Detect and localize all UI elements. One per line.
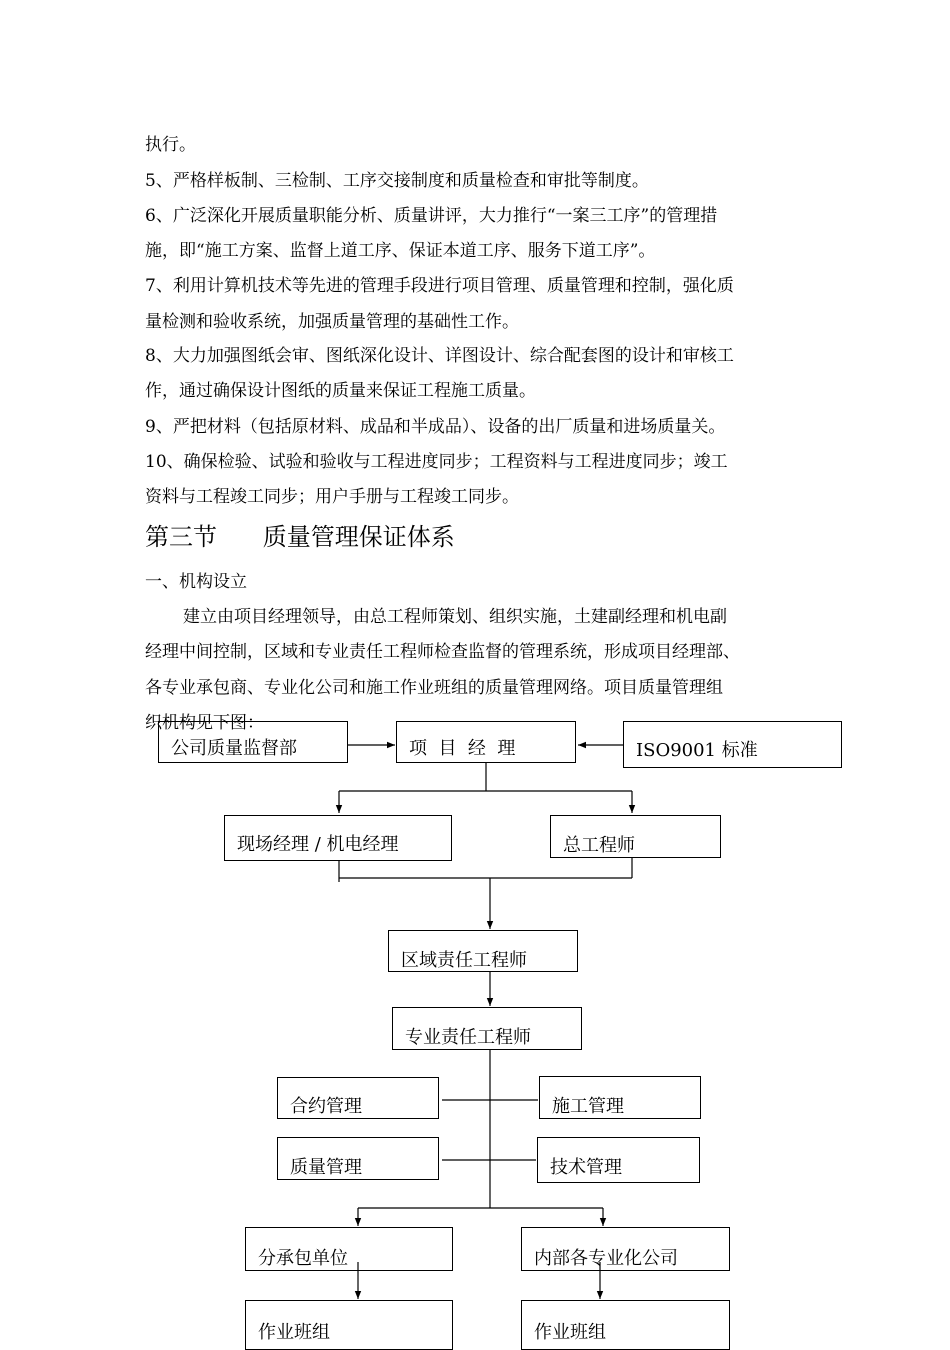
box-label: 作业班组 (534, 1322, 606, 1343)
box-label: 分承包单位 (258, 1248, 348, 1269)
box-label: 总工程师 (563, 835, 635, 856)
box-label: ISO9001 标准 (636, 740, 758, 761)
box-label: 公司质量监督部 (171, 738, 297, 759)
box-project-manager (396, 721, 576, 763)
box-label: 项 目 经 理 (409, 738, 516, 759)
box-label: 现场经理 / 机电经理 (237, 834, 399, 855)
text-line: 6、广泛深化开展质量职能分析、质量讲评，大力推行“一案三工序”的管理措 (145, 206, 718, 226)
text-line: 9、严把材料（包括原材料、成品和半成品）、设备的出厂质量和进场质量关。 (145, 417, 726, 437)
box-label: 质量管理 (290, 1157, 362, 1178)
body-line: 织机构见下图： (145, 713, 264, 733)
box-specialty-engineer (392, 1007, 582, 1050)
subheading: 一、机构设立 (145, 572, 247, 592)
body-line: 各专业承包商、专业化公司和施工作业班组的质量管理网络。项目质量管理组 (145, 678, 723, 698)
text-line: 作，通过确保设计图纸的质量来保证工程施工质量。 (145, 381, 536, 401)
box-chief-engineer (550, 815, 721, 858)
box-label: 作业班组 (258, 1322, 330, 1343)
box-label: 内部各专业化公司 (534, 1248, 678, 1269)
text-line: 10、确保检验、试验和验收与工程进度同步；工程资料与工程进度同步；竣工 (145, 452, 728, 472)
box-site-manager (224, 815, 452, 861)
box-label: 施工管理 (552, 1096, 624, 1117)
text-line: 8、大力加强图纸会审、图纸深化设计、详图设计、综合配套图的设计和审核工 (145, 346, 734, 366)
box-label: 区域责任工程师 (401, 950, 527, 971)
box-area-engineer (388, 930, 578, 972)
box-work-team-1 (245, 1300, 453, 1350)
text-line: 量检测和验收系统，加强质量管理的基础性工作。 (145, 312, 519, 332)
body-line: 建立由项目经理领导，由总工程师策划、组织实施，土建副经理和机电副 (183, 607, 727, 627)
text-line: 7、利用计算机技术等先进的管理手段进行项目管理、质量管理和控制，强化质 (145, 276, 734, 296)
box-subcontractor (245, 1227, 453, 1271)
box-quality-mgmt (277, 1137, 439, 1180)
box-iso9001 (623, 721, 842, 768)
box-tech-mgmt (537, 1137, 700, 1183)
box-internal-companies (521, 1227, 730, 1271)
box-company-qa (158, 721, 348, 763)
section-heading: 第三节 质量管理保证体系 (145, 523, 455, 551)
box-label: 专业责任工程师 (405, 1027, 531, 1048)
box-construction-mgmt (539, 1076, 701, 1119)
text-line: 执行。 (145, 135, 196, 155)
text-line: 5、严格样板制、三检制、工序交接制度和质量检查和审批等制度。 (145, 171, 649, 191)
text-line: 施，即“施工方案、监督上道工序、保证本道工序、服务下道工序”。 (145, 241, 656, 261)
box-label: 技术管理 (550, 1157, 622, 1178)
box-work-team-2 (521, 1300, 730, 1350)
box-label: 合约管理 (290, 1096, 362, 1117)
text-line: 资料与工程竣工同步；用户手册与工程竣工同步。 (145, 487, 519, 507)
box-contract-mgmt (277, 1077, 439, 1119)
body-line: 经理中间控制，区域和专业责任工程师检查监督的管理系统，形成项目经理部、 (145, 642, 740, 662)
